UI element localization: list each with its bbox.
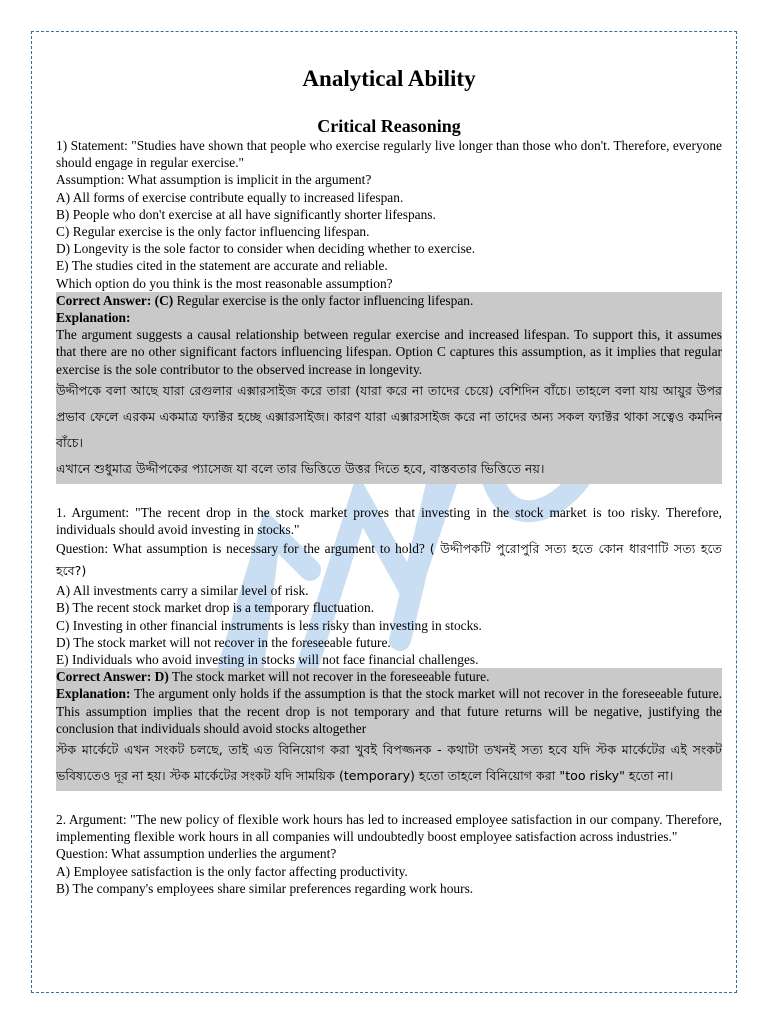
q2-question [56,538,722,582]
q2-question-bangla: ( উদ্দীপকটি পুরোপুরি সত্য হতে কোন ধারণাটি সত্য হতে হবে?) [56,541,722,579]
q1-option-e: E) The studies cited in the statement are accurate and reliable. [56,258,388,274]
q2-answer-block [56,668,722,791]
q1-assumption: Assumption: What assumption is implicit in the argument? [56,172,372,188]
q1-option-a: A) All forms of exercise contribute equally to increased lifespan. [56,189,404,205]
q2-question-text: Question: What assumption is necessary for the argument to hold? [56,541,430,557]
q3-argument: 2. Argument: "The new policy of flexible work hours has led to increased employee satisfaction in our company. Therefore, implementing flexible work hours in all companies will undoubtedly boost employee satisfaction across industries." [56,812,722,845]
q3-option-b: B) The company's employees share similar preferences regarding work hours. [56,880,474,896]
question-3 [56,811,722,897]
document-body [56,62,722,897]
q1-explanation-label: Explanation: [56,310,131,326]
section-title: Critical Reasoning [317,116,461,136]
question-2 [56,504,722,791]
q1-correct-label: Correct Answer: (C) [56,292,174,308]
q1-explanation-text: The argument suggests a causal relationship between regular exercise and increased lifespan. To support this, it assumes that there are no other significant factors influencing lifespan. Option C captures this assumption, as it implies that regular exercise is the sole contributor to the observed increase in longevity. [56,327,722,377]
q2-correct-text: The stock market will not recover in the foreseeable future. [168,669,490,685]
q3-question: Question: What assumption underlies the argument? [56,846,337,862]
q1-option-b: B) People who don't exercise at all have significantly shorter lifespans. [56,206,436,222]
q2-explanation-label: Explanation: [56,686,131,702]
q1-prompt: Which option do you think is the most reasonable assumption? [56,275,393,291]
q1-correct-text: Regular exercise is the only factor influencing lifespan. [173,292,474,308]
q2-bangla-explanation: স্টক মার্কেটে এখন সংকট চলছে, তাই এত বিনিয়োগ করা খুবই বিপজ্জনক - কথাটা তখনই সত্য হবে যদি স্টক মার্কেটের এই সংকট ভবিষ্যতেও দূর না হয়। স্টক মার্কেটের সংকট যদি সাময়িক (temporary) হতো তাহলে বিনিয়োগ করা "too risky" হতো না। [56,742,722,784]
q2-option-d: D) The stock market will not recover in the foreseeable future. [56,634,391,650]
q1-option-c: C) Regular exercise is the only factor influencing lifespan. [56,224,370,240]
q2-option-a: A) All investments carry a similar level of risk. [56,583,309,599]
q2-correct-label: Correct Answer: D) [56,669,169,685]
q1-bangla-explanation: উদ্দীপকে বলা আছে যারা রেগুলার এক্সারসাইজ করে তারা (যারা করে না তাদের চেয়ে) বেশিদিন বাঁচে। তাহলে বলা যায় আয়ুর উপর প্রভাব ফেলে এরকম একমাত্র ফ্যাক্টর হচ্ছে এক্সারসাইজ। কারণ যারা এক্সারসাইজ করে না তাদের অন্য সকল ফ্যাক্টর থাকা সত্বেও কমদিন বাঁচে। [56,382,722,450]
question-1 [56,137,722,484]
q1-answer-block [56,292,722,484]
q1-statement: 1) Statement: "Studies have shown that people who exercise regularly live longer than those who don't. Therefore, everyone should engage in regular exercise." [56,138,722,171]
q2-option-b: B) The recent stock market drop is a temporary fluctuation. [56,600,375,616]
q1-option-d: D) Longevity is the sole factor to consider when deciding whether to exercise. [56,241,476,257]
page-title: Analytical Ability [302,66,476,91]
q2-argument: 1. Argument: "The recent drop in the stock market proves that investing in the stock market is too risky. Therefore, individuals should avoid investing in stocks." [56,504,722,538]
q1-bangla-note: এখানে শুধুমাত্র উদ্দীপকের প্যাসেজ যা বলে তার ভিত্তিতে উত্তর দিতে হবে, বাস্তবতার ভিত্তিতে নয়। [56,460,545,476]
q3-option-a: A) Employee satisfaction is the only factor affecting productivity. [56,863,408,879]
q2-option-c: C) Investing in other financial instruments is less risky than investing in stocks. [56,617,482,633]
q2-option-e: E) Individuals who avoid investing in stocks will not face financial challenges. [56,652,479,668]
q2-explanation-text: The argument only holds if the assumption is that the stock market will not recover in the foreseeable future. This assumption implies that the recent drop is not temporary and that future returns will be negative, justifying the conclusion that individuals should avoid stocks altogether [56,686,722,736]
